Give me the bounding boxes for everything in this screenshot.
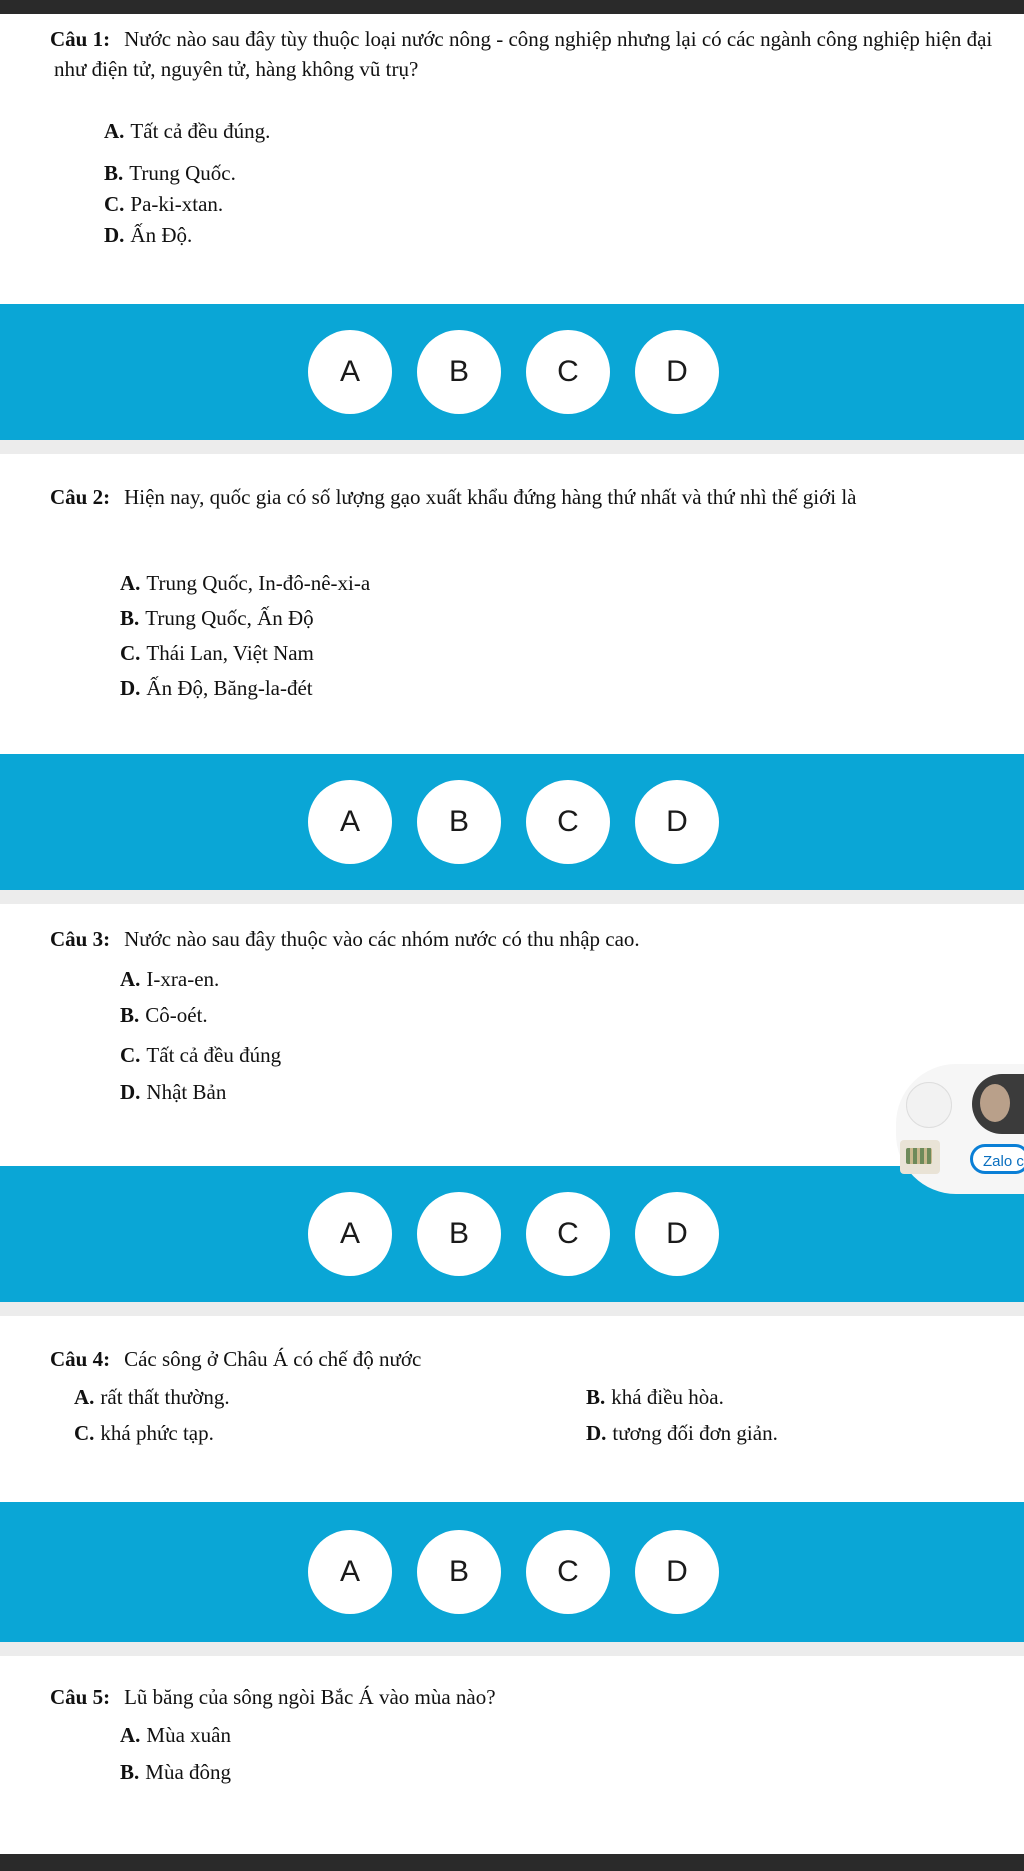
option-b: B. Mùa đông — [120, 1760, 232, 1784]
question-stem — [50, 482, 994, 512]
question-number: Câu 4: — [50, 1347, 111, 1371]
zalo-chat-button[interactable]: Zalo c — [970, 1144, 1024, 1174]
question-number: Câu 2: — [50, 485, 111, 509]
bottom-bar — [0, 1854, 1024, 1871]
option-d: D. tương đối đơn giản. — [586, 1421, 778, 1445]
question-number: Câu 1: — [50, 27, 111, 51]
answer-button-a[interactable]: A — [308, 780, 392, 864]
question-text: Các sông ở Châu Á có chế độ nước — [124, 1347, 422, 1371]
question-stem — [50, 24, 994, 84]
answer-button-a[interactable]: A — [308, 1192, 392, 1276]
option-a: A. Trung Quốc, In-đô-nê-xi-a — [120, 571, 371, 595]
question-text: Nước nào sau đây thuộc vào các nhóm nước có thu nhập cao. — [124, 927, 640, 951]
option-a: A. Mùa xuân — [120, 1723, 231, 1747]
option-d: D. Ấn Độ. — [104, 223, 193, 247]
top-status-bar — [0, 0, 1024, 14]
chat-thumbnail[interactable] — [900, 1140, 940, 1174]
answer-bar-2 — [0, 754, 1024, 890]
answer-button-d[interactable]: D — [635, 330, 719, 414]
option-b: B. khá điều hòa. — [586, 1385, 724, 1409]
question-card-3 — [0, 904, 1024, 1166]
answer-button-d[interactable]: D — [635, 1530, 719, 1614]
option-c: C. Tất cả đều đúng — [120, 1043, 282, 1067]
answer-button-a[interactable]: A — [308, 330, 392, 414]
answer-bar-1 — [0, 304, 1024, 440]
option-c: C. khá phức tạp. — [74, 1421, 214, 1445]
answer-bar-4 — [0, 1502, 1024, 1642]
chat-avatar-photo[interactable] — [972, 1074, 1024, 1134]
answer-button-d[interactable]: D — [635, 780, 719, 864]
answer-button-b[interactable]: B — [417, 330, 501, 414]
question-card-1 — [0, 14, 1024, 304]
answer-button-b[interactable]: B — [417, 1192, 501, 1276]
question-text: Hiện nay, quốc gia có số lượng gạo xuất khẩu đứng hàng thứ nhất và thứ nhì thế giới là — [124, 485, 857, 509]
answer-bar-3 — [0, 1166, 1024, 1302]
question-stem — [50, 1682, 994, 1712]
option-a: A. Tất cả đều đúng. — [104, 119, 271, 143]
answer-button-c[interactable]: C — [526, 330, 610, 414]
chat-avatar[interactable] — [906, 1082, 952, 1128]
answer-button-c[interactable]: C — [526, 780, 610, 864]
option-d: D. Nhật Bản — [120, 1080, 227, 1104]
question-stem — [50, 924, 994, 954]
answer-button-c[interactable]: C — [526, 1192, 610, 1276]
question-number: Câu 3: — [50, 927, 111, 951]
answer-button-b[interactable]: B — [417, 1530, 501, 1614]
answer-button-b[interactable]: B — [417, 780, 501, 864]
option-b: B. Trung Quốc. — [104, 161, 236, 185]
option-a: A. I-xra-en. — [120, 967, 220, 991]
question-text: Nước nào sau đây tùy thuộc loại nước nông - công nghiệp nhưng lại có các ngành công nghiệp hiện đại như điện tử, nguyên tử, hàng không vũ trụ? — [54, 27, 993, 81]
question-number: Câu 5: — [50, 1685, 111, 1709]
option-b: B. Cô-oét. — [120, 1003, 208, 1027]
question-card-4 — [0, 1316, 1024, 1502]
option-c: C. Thái Lan, Việt Nam — [120, 641, 314, 665]
option-b: B. Trung Quốc, Ấn Độ — [120, 606, 314, 630]
option-d: D. Ấn Độ, Băng-la-đét — [120, 676, 313, 700]
option-c: C. Pa-ki-xtan. — [104, 192, 224, 216]
answer-button-a[interactable]: A — [308, 1530, 392, 1614]
answer-button-d[interactable]: D — [635, 1192, 719, 1276]
question-card-2 — [0, 454, 1024, 754]
option-a: A. rất thất thường. — [74, 1385, 230, 1409]
question-card-5 — [0, 1656, 1024, 1854]
answer-button-c[interactable]: C — [526, 1530, 610, 1614]
question-stem — [50, 1344, 994, 1374]
question-text: Lũ băng của sông ngòi Bắc Á vào mùa nào? — [124, 1685, 496, 1709]
